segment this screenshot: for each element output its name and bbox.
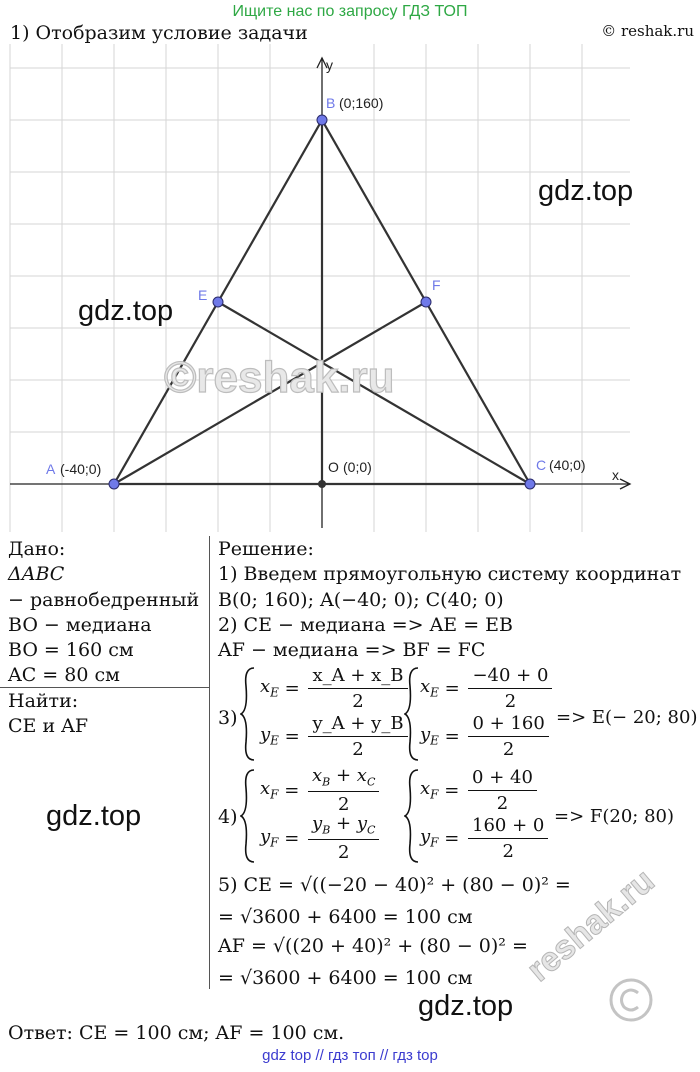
step3-result: => E(− 20; 80) bbox=[556, 707, 698, 728]
given-line-3: BO − медиана bbox=[8, 614, 152, 636]
point-A bbox=[109, 479, 119, 489]
given-title: Дано: bbox=[8, 538, 66, 560]
point-O bbox=[318, 480, 326, 488]
gdz-watermark-3: gdz.top bbox=[46, 800, 142, 832]
gdz-watermark-1: gdz.top bbox=[538, 175, 634, 207]
point-C bbox=[525, 479, 535, 489]
point-F bbox=[421, 297, 431, 307]
find-text: CE и AF bbox=[8, 715, 89, 737]
step3-system-general: $x_E$ = $\frac{x\_A + x\_B}{2}$ $y_E$ = $\frac{y\_A + y\_B}{2}$ bbox=[240, 664, 411, 760]
solution-step1: 1) Введем прямоугольную систему координат bbox=[218, 563, 682, 585]
solution-step2-b: AF − медиана => BF = FC bbox=[218, 639, 486, 661]
coords-C: (40;0) bbox=[549, 457, 586, 473]
coords-O: (0;0) bbox=[343, 459, 372, 475]
step3-system-values: $x_E$ = $\frac{-40 + 0}{2}$ $y_E$ = $\frac{0 + 160}{2}$ bbox=[404, 664, 555, 760]
step3-label: 3) bbox=[218, 707, 238, 729]
label-E: E bbox=[198, 287, 208, 303]
label-O: O bbox=[328, 459, 339, 475]
find-title: Найти: bbox=[8, 690, 79, 712]
divider-given-find bbox=[0, 687, 209, 688]
gdz-watermark-4: gdz.top bbox=[418, 990, 514, 1022]
step4-label: 4) bbox=[218, 806, 238, 828]
top-banner: Ищите нас по запросу ГДЗ ТОП bbox=[232, 3, 468, 20]
step5-ce-result: = √3600 + 6400 = 100 см bbox=[218, 906, 473, 928]
label-C: C bbox=[536, 457, 547, 473]
axis-x-label: x bbox=[612, 467, 619, 483]
answer-text: Ответ: CE = 100 см; AF = 100 см. bbox=[8, 1022, 345, 1044]
solution-step1-points: B(0; 160); A(−40; 0); C(40; 0) bbox=[218, 589, 504, 611]
given-line-5: AC = 80 см bbox=[8, 664, 120, 686]
coords-A: (-40;0) bbox=[60, 461, 102, 477]
label-A: A bbox=[46, 461, 56, 477]
copyright-text: © reshak.ru bbox=[601, 22, 694, 40]
gdz-watermark-2: gdz.top bbox=[78, 295, 174, 327]
given-line-1: ΔABC bbox=[8, 563, 65, 585]
step5-af-result: = √3600 + 6400 = 100 см bbox=[218, 967, 473, 989]
step4-system-values: $x_F$ = $\frac{0 + 40}{2}$ $y_F$ = $\frac{160 + 0}{2}$ bbox=[404, 766, 551, 862]
step4-result: => F(20; 80) bbox=[554, 806, 675, 827]
reshak-diagonal-watermark: reshak.ru bbox=[520, 861, 662, 990]
coords-B: (0;160) bbox=[339, 95, 384, 111]
given-line-4: BO = 160 см bbox=[8, 639, 134, 661]
label-B: B bbox=[326, 95, 336, 111]
solution-step2: 2) CE − медиана => AE = EB bbox=[218, 614, 513, 636]
point-E bbox=[213, 297, 223, 307]
point-B bbox=[317, 115, 327, 125]
divider-vertical bbox=[209, 536, 210, 989]
reshak-watermark: ©reshak.ru bbox=[164, 353, 395, 402]
solution-title: Решение: bbox=[218, 538, 314, 560]
step4-system-general: $x_F$ = $\frac{x_B + x_C}{2}$ $y_F$ = $\frac{y_B + y_C}{2}$ bbox=[240, 766, 382, 862]
step5-af: AF = √((20 + 40)² + (80 − 0)² = bbox=[218, 935, 528, 957]
axis-y-label: y bbox=[326, 57, 333, 73]
copyright-circle-icon bbox=[606, 975, 656, 1025]
label-F: F bbox=[432, 277, 441, 293]
step5-ce: 5) CE = √((−20 − 40)² + (80 − 0)² = bbox=[218, 874, 571, 896]
given-line-2: − равнобедренный bbox=[8, 589, 200, 611]
step1-heading: 1) Отобразим условие задачи bbox=[10, 22, 308, 44]
coordinate-graph bbox=[0, 44, 700, 532]
footer-links[interactable]: gdz top // гдз топ // гдз top bbox=[262, 1047, 438, 1064]
